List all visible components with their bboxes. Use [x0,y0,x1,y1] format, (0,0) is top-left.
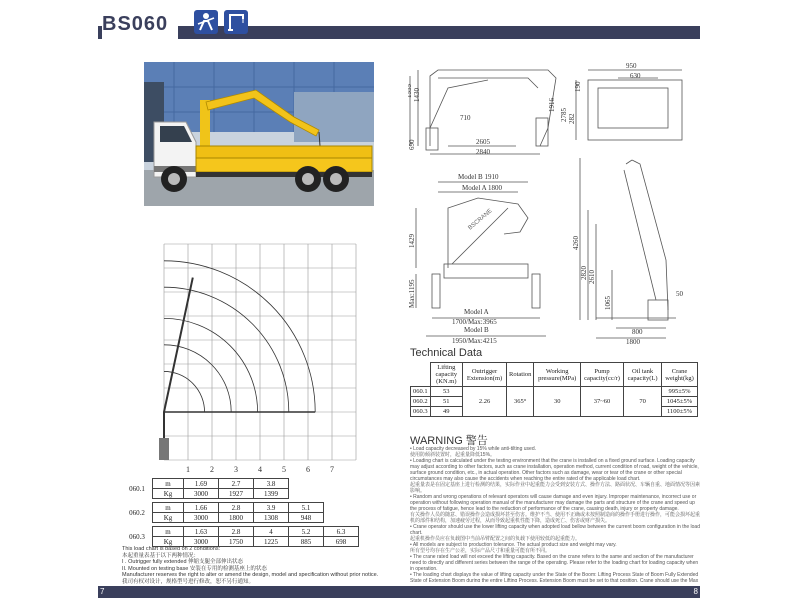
dim-label: Model A [464,308,489,316]
crane-boom-icon [224,10,248,34]
side-dimension-drawing [408,58,700,158]
x-tick-label: 5 [282,465,286,474]
warning-paragraph: • Load capacity decreased by 15% while anti-tilting used. [410,446,536,452]
dim-label: 1800 [626,338,640,346]
load-table-cell: 2.8 [219,503,254,513]
header-bar [98,26,700,39]
dim-label: 1950/Max:4215 [452,337,497,345]
dim-label: 1555 [408,84,413,98]
technical-data-table [410,362,698,417]
load-table-cell: 3000 [184,513,219,523]
tech-model: 060.1 [411,387,431,397]
warning-paragraph: 起重量表是在固定基座上进行检测的结果，实际作业中起重能力会受到安装方式、操作方法、路面状况、车辆自重、地面情况等因素影响。 [410,482,700,494]
dim-label: 2785 [560,108,568,122]
load-table-cell: 2.8 [219,527,254,537]
tech-model: 060.3 [411,407,431,417]
tech-model: 060.2 [411,397,431,407]
tech-header: Oil tank capacity(L) [624,363,662,387]
note-line: Manufacturer reserves the right to alter or amend the design, model and specification without prior notice. [122,572,379,578]
load-table-row [122,489,359,499]
tech-header: Working pressure(MPa) [534,363,581,387]
load-model-label: 060.2 [129,508,145,517]
svg-text:BSCRANE: BSCRANE [467,208,494,232]
load-table-cell: 2.7 [219,479,254,489]
page-number-left: 7 [100,587,105,596]
load-table-cell: 3.8 [254,479,289,489]
load-table-cell: 698 [324,537,359,547]
load-table-cell: 1.69 [184,479,219,489]
warning-paragraph: 使用防倾斜装置时，起重量降低15%。 [410,452,496,458]
tech-rotation: 365° [507,387,534,417]
dim-label: Model B [464,326,489,334]
dim-label: 282 [568,113,576,124]
tech-tank: 70 [624,387,662,417]
tech-weight: 995±5% [662,387,698,397]
dim-label: 1429 [408,234,416,248]
load-table-row [122,513,359,523]
load-table-cell: 885 [289,537,324,547]
load-table-cell: 1927 [219,489,254,499]
tech-pressure: 30 [534,387,581,417]
dim-label: 690 [408,139,416,150]
tech-header: Pump capacity(cc/r) [581,363,624,387]
crane-base [159,438,169,460]
load-table-cell: 3.9 [254,503,289,513]
dim-label: 190 [574,81,582,92]
dim-label: 630 [630,72,641,80]
dim-label: 2610 [588,270,596,284]
tech-outrigger: 2.26 [462,387,506,417]
note-line: II. Mounted on testing base 安装在专用的检测基座上的状态 [122,565,267,572]
warning-paragraph: • Crane operator should use the lower lifting capacity when adopted load bellow between the current boom configuration in the load chart. [410,524,700,536]
dim-label: 1430 [413,88,421,102]
warning-paragraph: • The crane rated load will not exceed the lifting capacity. Based on the crane refers to the same and section of the manufacturer need to directly and different series between the range of the operating. Please refer to the loading chart for loading capacity when in operation. [410,554,699,572]
load-capacity-table [122,478,359,547]
x-tick-label: 1 [186,465,190,474]
dim-label: Model B 1910 [458,173,499,181]
tech-weight: 1100±5% [662,407,698,417]
load-table-cell: 1750 [219,537,254,547]
model-title: BS060 [102,8,178,40]
warning-paragraph: • The loading chart displays the value of lifting capacity under the State of the Boom: Lifting Process State of Boom Fully Extended State of Extension Boom during the entire Lifting Process. Extension Boom must be set to that position. Crane should use the Max [410,572,699,582]
page-number-right: 8 [693,587,698,596]
x-tick-label: 4 [258,465,262,474]
tech-lift: 53 [430,387,462,397]
load-unit-label: m [153,503,184,513]
dim-label: 710 [460,114,471,122]
warning-paragraph: • Loading chart is calculated under the testing environment that the crane is installed on a fixed ground surface. Loading capacity may adjust according to other factors, such as crane installation, operation method, current condition of road, weight of the vehicle, surface ground condition, etc., in actual operation. Other factors such as damage, wear or tear of the crane or other special circumstances may also cause the accidents when reaching the entire rated of the applicable load chart. [410,458,699,482]
load-table-cell: 1.66 [184,503,219,513]
note-line: This load chart is based on 2 conditions: [122,546,221,552]
load-table-cell: 5.1 [289,503,324,513]
dim-label: 2840 [476,148,490,156]
tech-header: Rotation [507,363,534,387]
load-model-label: 060.1 [129,484,145,493]
warning-paragraph: 有关操作人员的随意、错误操作会造成损坏甚至伤害。维护不当、使用不正确或未按照制造商的操作手册进行操作，可能会损坏起重机的部件和结构，加速疲劳过程，从而导致起重机性能下降，造成死亡、伤害或财产损失。 [410,512,700,524]
load-arc [164,318,258,412]
x-tick-label: 7 [330,465,334,474]
load-table-cell: 5.2 [289,527,324,537]
load-chart [140,222,362,480]
load-arc [164,345,231,412]
load-table-cell: 3000 [184,489,219,499]
load-table-cell: 1800 [219,513,254,523]
note-line: 本起重量表基于以下两种情况： [122,552,200,559]
truck-crane-photo [144,62,374,206]
dim-label: 50 [676,290,683,298]
load-table-cell: 4 [254,527,289,537]
dim-label: Model A 1800 [462,184,503,192]
load-table-cell: 1.63 [184,527,219,537]
tech-header: Outrigger Extension(m) [462,363,506,387]
dim-label: 1916 [548,98,556,112]
warning-title: WARNING 警告 [410,435,488,447]
warning-text [410,446,700,582]
dim-label: 1700/Max:3965 [452,318,497,326]
load-table-cell: 1399 [254,489,289,499]
load-table-row [122,479,359,489]
tech-lift: 51 [430,397,462,407]
crane-operator-icon [194,10,218,34]
x-tick-label: 3 [234,465,238,474]
tech-header: Crane weight(kg) [662,363,698,387]
boom-line [164,278,193,460]
dim-label: 950 [626,62,637,70]
load-table-cell: 6.3 [324,527,359,537]
dim-label: 1065 [604,296,612,310]
tech-weight: 1045±5% [662,397,698,407]
load-table-cell: 3000 [184,537,219,547]
load-arc [164,371,205,412]
dim-label: 2820 [580,266,588,280]
load-table-cell: 1308 [254,513,289,523]
load-unit-label: Kg [153,513,184,523]
load-table-row [122,537,359,547]
footer-bar [98,586,700,598]
load-model-label: 060.3 [129,532,145,541]
load-chart-notes [122,546,412,585]
warning-paragraph: 所有型号均存在生产公差，实际产品尺寸和重量可能有所不同。 [410,548,551,554]
dim-label: Max:1195 [408,279,416,308]
front-view-drawing [408,168,558,346]
dim-label: 800 [632,328,643,336]
warning-paragraph: 起重机操作员应在负载图中当前吊臂配置之间的负载下使用较低的起重能力。 [410,536,581,542]
load-table-row [122,503,359,513]
side-view-drawing [556,150,700,346]
load-table-cell: 948 [289,513,324,523]
page-header [98,8,700,40]
technical-data-title: Technical Data [410,347,483,359]
x-tick-label: 6 [306,465,310,474]
load-table-cell: 1225 [254,537,289,547]
dim-label: 2605 [476,138,490,146]
warning-paragraph: • All models are subject to production tolerance. The actual product size and weight may vary. [410,542,617,548]
load-table-row [122,527,359,537]
warning-paragraph: • Random and wrong operations of relevant operators will cause damage and even injury. Improper maintenance, incorrect use or operation without following operation manual of the manufacturer may damage the parts and structure of the crane and speed up the process of fatigue, hence lead to the reduction of performance of the crane, causing death, injury or property damage. [410,494,697,512]
dim-label: 4260 [572,236,580,250]
load-unit-label: Kg [153,537,184,547]
note-line: I . Outrigger fully extended 伸缩支腿全部伸出状态 [122,559,244,565]
x-tick-label: 2 [210,465,214,474]
note-line: 我司有权对设计，规格型号进行修改，恕不另行通知。 [122,578,255,585]
tech-pump: 37~60 [581,387,624,417]
load-unit-label: Kg [153,489,184,499]
tech-lift: 49 [430,407,462,417]
tech-header: Lifting capacity (KN.m) [430,363,462,387]
load-unit-label: m [153,527,184,537]
load-arc [164,287,289,412]
load-unit-label: m [153,479,184,489]
load-arc [164,261,315,412]
